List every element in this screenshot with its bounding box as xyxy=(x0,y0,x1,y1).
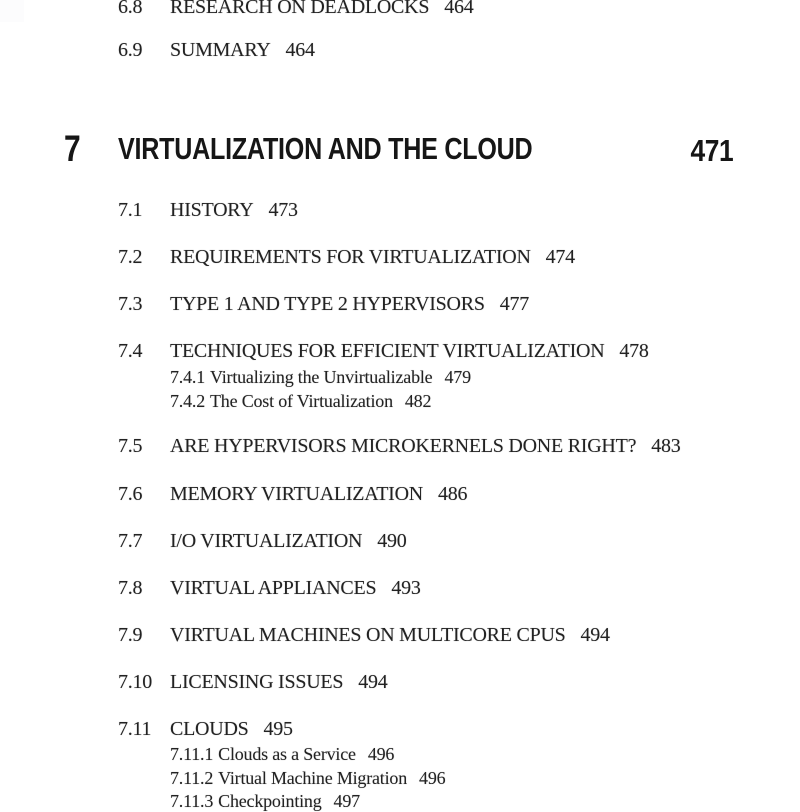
entry-title: LICENSING ISSUES xyxy=(170,671,344,693)
toc-entry-7.5 xyxy=(118,434,770,458)
toc-entry-7.9 xyxy=(118,623,770,647)
toc-entry-7.3 xyxy=(118,292,770,316)
entry-title: Virtualizing the Unvirtualizable xyxy=(210,367,433,387)
entry-title: TYPE 1 AND TYPE 2 HYPERVISORS xyxy=(170,293,485,315)
toc-entry-7.1 xyxy=(118,198,770,222)
entry-page: 497 xyxy=(333,791,360,811)
entry-title: I/O VIRTUALIZATION xyxy=(170,530,363,552)
entry-number: 7.2 xyxy=(118,246,143,268)
chapter-page-number: 471 xyxy=(690,133,733,168)
toc-entry-7.11 xyxy=(118,717,770,741)
entry-number: 7.11.3 xyxy=(170,791,214,811)
toc-entry-7.7 xyxy=(118,529,770,553)
entry-title: Checkpointing xyxy=(218,791,322,811)
entry-title: The Cost of Virtualization xyxy=(210,391,393,411)
toc-entry-7.11.3 xyxy=(170,790,770,812)
toc-entry-6.8 xyxy=(118,0,770,19)
entry-page: 473 xyxy=(268,199,298,221)
entry-page: 493 xyxy=(391,577,421,599)
entry-page: 495 xyxy=(263,718,293,740)
entry-number: 7.9 xyxy=(118,624,143,646)
entry-title: RESEARCH ON DEADLOCKS xyxy=(170,0,430,18)
entry-number: 7.6 xyxy=(118,483,143,505)
entry-page: 496 xyxy=(367,744,395,764)
entry-page: 474 xyxy=(545,246,575,268)
entry-page: 479 xyxy=(444,367,471,387)
toc-entry-7.2 xyxy=(118,245,770,269)
entry-page: 464 xyxy=(285,39,315,61)
entry-page: 486 xyxy=(437,483,468,505)
entry-number: 6.8 xyxy=(118,0,143,18)
entry-number: 7.11.2 xyxy=(170,768,214,788)
entry-title: VIRTUAL MACHINES ON MULTICORE CPUS xyxy=(170,624,566,646)
entry-number: 7.4.1 xyxy=(170,367,206,387)
entry-number: 7.4.2 xyxy=(170,391,206,411)
toc-entry-7.6 xyxy=(118,482,770,506)
entry-title: HISTORY xyxy=(170,199,254,221)
toc-entry-7.11.1 xyxy=(170,743,770,765)
entry-page: 477 xyxy=(499,293,529,315)
entry-number: 7.5 xyxy=(118,435,143,457)
toc-entry-7.4.2 xyxy=(170,390,770,412)
entry-page: 482 xyxy=(404,391,432,411)
entry-title: Virtual Machine Migration xyxy=(218,768,408,788)
entry-number: 7.1 xyxy=(118,199,143,221)
entry-title: Clouds as a Service xyxy=(218,744,356,764)
entry-number: 7.7 xyxy=(118,530,143,552)
entry-number: 7.3 xyxy=(118,293,143,315)
entry-page: 478 xyxy=(619,340,649,362)
toc-entry-7.10 xyxy=(118,670,770,694)
entry-page: 494 xyxy=(580,624,610,646)
entry-title: MEMORY VIRTUALIZATION xyxy=(170,483,423,505)
entry-number: 6.9 xyxy=(118,39,143,61)
entry-title: REQUIREMENTS FOR VIRTUALIZATION xyxy=(170,246,531,268)
entry-page: 464 xyxy=(444,0,474,18)
entry-page: 490 xyxy=(377,530,407,552)
entry-page: 494 xyxy=(358,671,388,693)
toc-entry-7.11.2 xyxy=(170,767,770,789)
toc-entry-7.4.1 xyxy=(170,366,770,388)
entry-number: 7.8 xyxy=(118,577,143,599)
entry-title: VIRTUAL APPLIANCES xyxy=(170,577,377,599)
entry-title: CLOUDS xyxy=(170,718,249,740)
entry-page: 496 xyxy=(419,768,446,788)
entry-title: TECHNIQUES FOR EFFICIENT VIRTUALIZATION xyxy=(170,340,605,362)
toc-entry-6.9 xyxy=(118,38,770,62)
entry-number: 7.11.1 xyxy=(170,744,214,764)
chapter-number: 7 xyxy=(64,128,81,169)
toc-entry-7.8 xyxy=(118,576,770,600)
entry-number: 7.10 xyxy=(118,671,152,693)
entry-page: 483 xyxy=(651,435,681,457)
entry-number: 7.4 xyxy=(118,340,143,362)
toc-entry-7.4 xyxy=(118,339,770,363)
entry-title: ARE HYPERVISORS MICROKERNELS DONE RIGHT? xyxy=(170,435,637,457)
scan-artifact xyxy=(0,0,24,22)
entry-title: SUMMARY xyxy=(170,39,271,61)
chapter-title: VIRTUALIZATION AND THE CLOUD xyxy=(118,131,533,166)
entry-number: 7.11 xyxy=(118,718,152,740)
